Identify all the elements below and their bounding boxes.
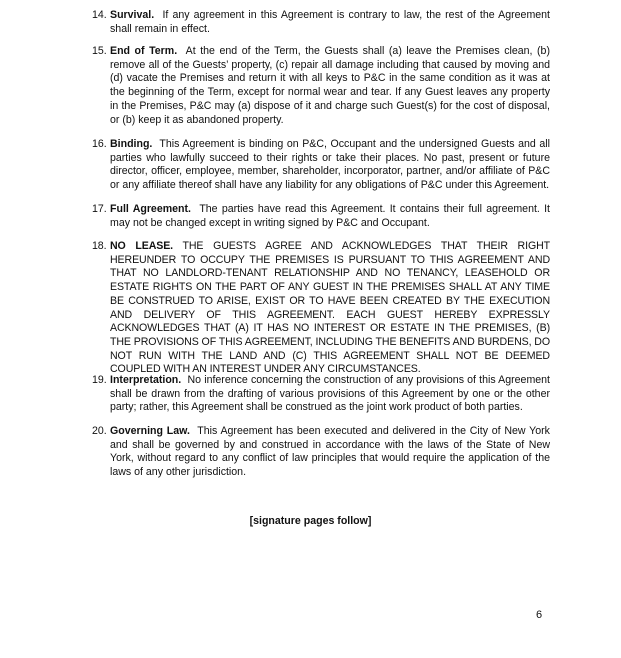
clause-text: At the end of the Term, the Guests shall (a) leave the Premises clean, (b) remove all of the Guests’ property, (c) repair all damage including that caused by moving and (d) vacate the Premises and return it with all keys to P&C in the same condition as it was at the beginning of the Term, except for normal wear and tear. If any Guest leaves any property in the Premises, P&C may (a) dispose of it and charge such Guest(s) for the cost of disposal, or (b) keep it as abandoned property. xyxy=(110,45,550,126)
clause-heading: Survival. xyxy=(110,9,155,21)
clause-number: 16. xyxy=(92,138,107,150)
clause-heading: Interpretation. xyxy=(110,374,182,386)
clause-20 xyxy=(92,425,550,480)
clause-number: 15. xyxy=(92,45,107,57)
page-number: 6 xyxy=(536,609,543,621)
clause-18 xyxy=(92,240,550,377)
clause-text: The parties have read this Agreement. It contains their full agreement. It may not be changed except in writing signed by P&C and Occupant. xyxy=(110,203,550,229)
clause-heading: Full Agreement. xyxy=(110,203,191,215)
clause-heading: Governing Law. xyxy=(110,425,190,437)
clause-heading: NO LEASE. xyxy=(110,240,174,252)
clause-15 xyxy=(92,45,550,127)
clause-text: If any agreement in this Agreement is contrary to law, the rest of the Agreement shall remain in effect. xyxy=(110,9,550,35)
clause-number: 18. xyxy=(92,240,107,252)
clause-text: No inference concerning the construction of any provisions of this Agreement shall be drawn from the drafting of various provisions of this Agreement by one or the other party; rather, this Agreement shall be construed as the joint work product of both parties. xyxy=(110,374,551,414)
clause-17 xyxy=(92,203,550,230)
clause-text: This Agreement has been executed and delivered in the City of New York and shall be governed by and construed in accordance with the laws of the State of New York, without regard to any conflict of law principles that would require the application of the laws of any other jurisdiction. xyxy=(110,425,550,479)
clause-16 xyxy=(92,138,550,193)
clause-14 xyxy=(92,9,550,36)
clause-number: 20. xyxy=(92,425,107,437)
clause-text: THE GUESTS AGREE AND ACKNOWLEDGES THAT THEIR RIGHT HEREUNDER TO OCCUPY THE PREMISES IS PURSUANT TO THIS AGREEMENT AND THAT NO LANDLORD-TENANT RELATIONSHIP AND NO TENANCY, LEASEHOLD OR ESTATE RIGHTS ON THE PART OF ANY GUEST IN THE PREMISES SHALL AT ANY TIME BE CONSTRUED TO ARISE, EXIST OR TO HAVE BEEN CREATED BY THE EXECUTION AND DELIVERY OF THIS AGREEMENT. EACH GUEST HEREBY EXPRESSLY ACKNOWLEDGES THAT (A) IT HAS NO INTEREST OR ESTATE IN THE PREMISES, (B) THE PROVISIONS OF THIS AGREEMENT, INCLUDING THE BENEFITS AND BURDENS, DO NOT RUN WITH THE LAND AND (C) THIS AGREEMENT SHALL NOT BE DEEMED COUPLED WITH AN INTEREST UNDER ANY CIRCUMSTANCES. xyxy=(110,240,551,376)
signature-note: [signature pages follow] xyxy=(249,515,372,527)
clause-text: This Agreement is binding on P&C, Occupant and the undersigned Guests and all parties who lawfully succeed to their rights or take their places. No past, present or future director, officer, employee, member, shareholder, incorporator, partner, and/or affiliate of P&C or any affiliate thereof shall have any liability for any obligations of P&C under this Agreement. xyxy=(110,138,550,192)
clause-heading: Binding. xyxy=(110,138,153,150)
clause-19 xyxy=(92,374,550,415)
clause-number: 14. xyxy=(92,9,107,21)
clause-heading: End of Term. xyxy=(110,45,178,57)
clause-number: 17. xyxy=(92,203,107,215)
clause-number: 19. xyxy=(92,374,107,386)
